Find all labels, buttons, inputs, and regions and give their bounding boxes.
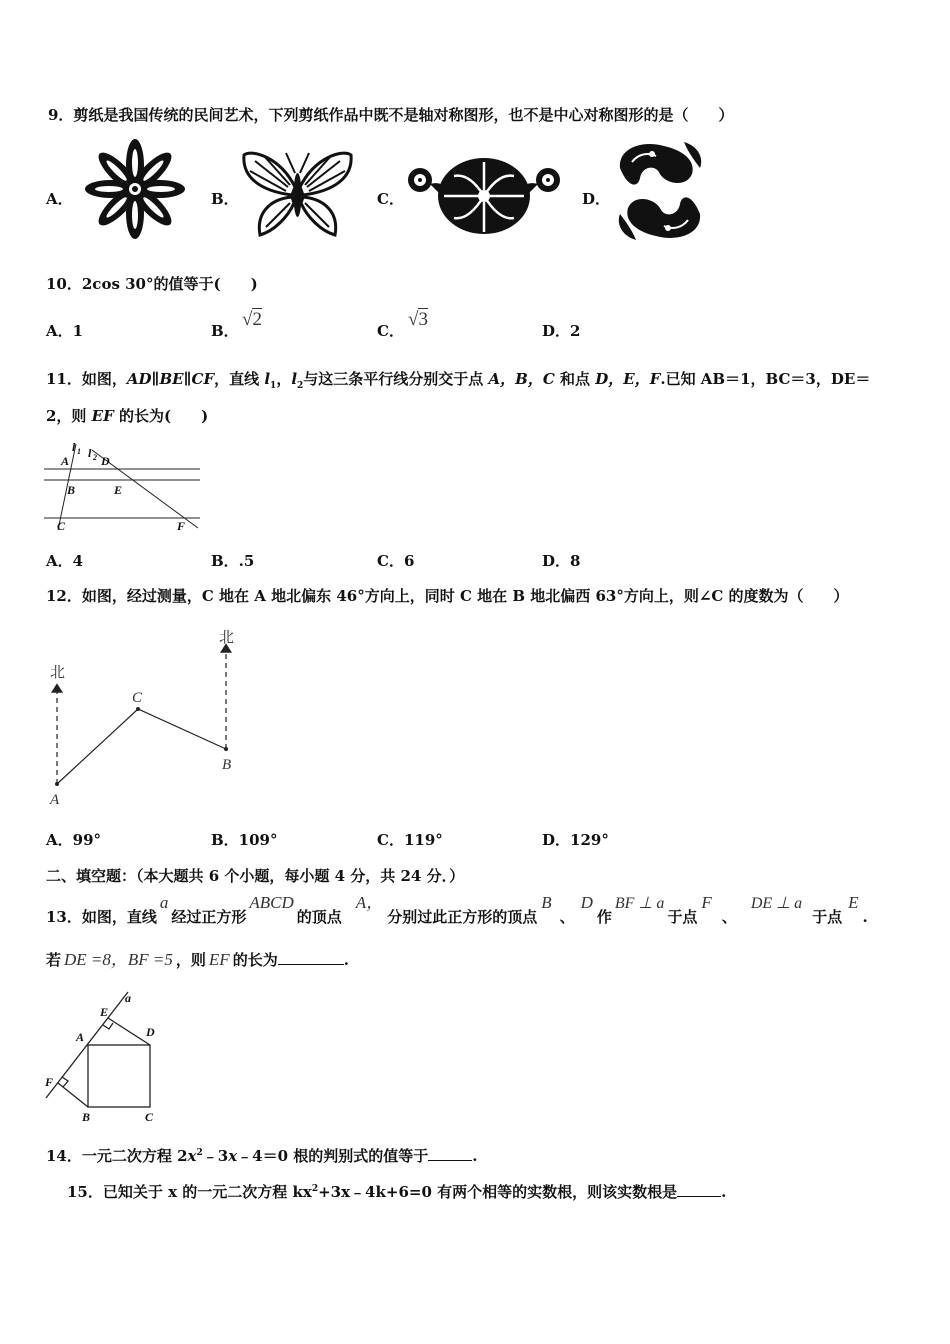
q9-option-a-label: A．: [46, 190, 73, 208]
q11-l1: l: [264, 370, 271, 388]
q10-stem: 10．2cos 30°的值等于( ): [46, 275, 258, 293]
q13-text: 分别过此正方形的顶点: [387, 908, 538, 926]
q13-text: .: [862, 908, 868, 926]
q13-point-a: A，: [355, 893, 384, 912]
q10-option-d: D．2: [542, 322, 581, 340]
q13-answer-blank: [278, 963, 344, 965]
square-abcd: [88, 1045, 150, 1107]
label-f: F: [45, 1075, 54, 1089]
q14-stem: [46, 1145, 478, 1166]
q14-text: .: [472, 1147, 478, 1165]
label-d: D: [146, 1025, 155, 1039]
q10-option-b-label: B．: [211, 322, 239, 340]
q11-text: 2，则: [46, 407, 92, 425]
segment-de: [108, 1018, 150, 1045]
label-l1: l: [72, 440, 76, 454]
q10-option-a: A．1: [46, 322, 84, 340]
q15-stem: [67, 1181, 726, 1202]
q11-parallel-lines: AD∥BE∥CF: [126, 370, 215, 388]
q14-exponent: 2: [196, 1148, 203, 1158]
q13-square-abcd: ABCD: [249, 893, 294, 912]
label-c: C: [145, 1110, 154, 1124]
q12-option-d: D．129°: [542, 831, 609, 849]
q13-square-figure: [40, 988, 165, 1124]
label-a: A: [50, 792, 60, 808]
q12-bearing-figure: [40, 622, 250, 812]
path-a-c-b: [57, 709, 226, 784]
segment-bf: [58, 1083, 88, 1107]
north-label-a: 北: [50, 663, 66, 681]
q11-points-abc: A，B，C: [488, 370, 555, 388]
label-c: C: [132, 690, 143, 706]
q11-ef: EF: [91, 407, 114, 425]
q12-option-a: A．99°: [46, 831, 102, 849]
label-c: C: [57, 519, 66, 533]
q14-answer-blank: [428, 1159, 472, 1161]
q14-variable-x: x: [228, 1147, 238, 1165]
label-a-line: a: [125, 991, 131, 1005]
q13-point-f: F: [701, 893, 712, 912]
q13-text: 于点: [667, 908, 698, 926]
label-f: F: [177, 519, 186, 533]
papercut-flower-image: [85, 135, 185, 243]
q13-text: 的长为: [232, 951, 278, 969]
label-b: B: [82, 1110, 91, 1124]
q11-prefix: 11．如图，: [46, 370, 127, 388]
q10-option-c-label: C．: [377, 322, 404, 340]
q11-option-d: D．8: [542, 552, 581, 570]
label-e: E: [100, 1005, 109, 1019]
q11-l2-sub: 2: [297, 381, 304, 391]
q15-text: +3x﹣4k+6=0 有两个相等的实数根，则该实数根是: [318, 1183, 678, 1201]
q11-text: 的长为( ): [113, 407, 209, 425]
q13-text: ，则: [175, 951, 206, 969]
q13-text: 作: [596, 908, 612, 926]
q13-text: 于点: [812, 908, 843, 926]
q11-l2: l: [291, 370, 298, 388]
q9-option-c-label: C．: [377, 190, 404, 208]
q13-de-perp-a: DE ⊥ a: [750, 895, 803, 912]
right-angle-e: [103, 1023, 113, 1029]
q10-option-c-value: 3: [418, 309, 428, 330]
label-e: E: [114, 483, 123, 497]
q11-l1-sub: 1: [270, 381, 277, 391]
label-d: D: [101, 454, 110, 468]
q9-option-b-label: B．: [211, 190, 239, 208]
q11-option-b: B．.5: [211, 552, 255, 570]
q14-variable-x: x: [187, 1147, 197, 1165]
radical-sign-icon: √: [408, 309, 419, 330]
radical-sign-icon: √: [242, 309, 253, 330]
label-l2: l: [88, 446, 92, 460]
q12-option-c: C．119°: [377, 831, 443, 849]
q11-comma: ，: [276, 370, 292, 388]
label-l2-sub: 2: [93, 453, 97, 462]
q13-text: 、: [721, 908, 737, 926]
papercut-floral-ornament-image: [404, 150, 564, 242]
papercut-swirl-image: [612, 138, 708, 244]
label-b: B: [67, 483, 76, 497]
q15-exponent: 2: [311, 1184, 319, 1194]
q13-ef: EF: [208, 950, 230, 969]
q11-stem-line2: [46, 405, 208, 426]
label-a: A: [61, 454, 70, 468]
q13-text: 、: [559, 908, 575, 926]
q13-bf-perp-a: BF ⊥ a: [614, 895, 665, 912]
q13-text: 13．如图，直线: [46, 908, 157, 926]
q11-option-a: A．4: [46, 552, 84, 570]
q13-point-e: E: [848, 893, 859, 912]
papercut-butterfly-image: [240, 147, 355, 243]
q12-option-b: B．109°: [211, 831, 278, 849]
q10-option-b-value: 2: [252, 309, 262, 330]
q11-text: 和点: [554, 370, 596, 388]
q13-stem-line2: [46, 945, 349, 970]
q12-stem: 12．如图，经过测量，C 地在 A 地北偏东 46°方向上，同时 C 地在 B 地北偏西 63°方向上，则∠C 的度数为（ ）: [46, 587, 849, 605]
north-label-b: 北: [219, 628, 235, 646]
q11-text: ，直线: [214, 370, 265, 388]
label-a: A: [76, 1030, 85, 1044]
q13-condition: DE =8，BF =5: [64, 950, 173, 969]
q13-text: 经过正方形: [171, 908, 247, 926]
label-l1-sub: 1: [77, 447, 81, 456]
right-angle-f: [62, 1077, 68, 1087]
label-b: B: [222, 757, 232, 773]
q13-point-d: D: [580, 893, 593, 912]
q13-text: 的顶点: [296, 908, 342, 926]
q14-text: 14．一元二次方程 2: [46, 1147, 188, 1165]
sqrt-2-expression: [242, 309, 262, 331]
q15-answer-blank: [677, 1195, 721, 1197]
q15-text: 15．已知关于 x 的一元二次方程 kx: [67, 1183, 312, 1201]
q13-line-a: a: [159, 893, 169, 912]
q11-parallel-lines-figure: [40, 438, 205, 536]
q14-text: ﹣4＝0 根的判别式的值等于: [237, 1147, 429, 1165]
q11-stem-line1: [46, 368, 870, 391]
q11-option-c: C．6: [377, 552, 415, 570]
q11-text: 与这三条平行线分别交于点: [303, 370, 489, 388]
q9-stem: 9．剪纸是我国传统的民间艺术，下列剪纸作品中既不是轴对称图形，也不是中心对称图形的是（ ）: [48, 106, 734, 124]
q14-text: ﹣3: [202, 1147, 229, 1165]
q9-option-d-label: D．: [582, 190, 611, 208]
q13-text: .: [343, 951, 349, 969]
q13-stem-line1: [46, 888, 868, 926]
sqrt-3-expression: [408, 309, 428, 331]
q13-point-b: B: [541, 893, 552, 912]
q11-points-def: D，E，F: [595, 370, 661, 388]
q13-text: 若: [46, 951, 62, 969]
q15-text: .: [721, 1183, 727, 1201]
q11-known: .已知 AB＝1，BC＝3，DE＝: [660, 370, 871, 388]
section2-title: 二、填空题：（本大题共 6 个小题，每小题 4 分，共 24 分．）: [46, 867, 465, 885]
